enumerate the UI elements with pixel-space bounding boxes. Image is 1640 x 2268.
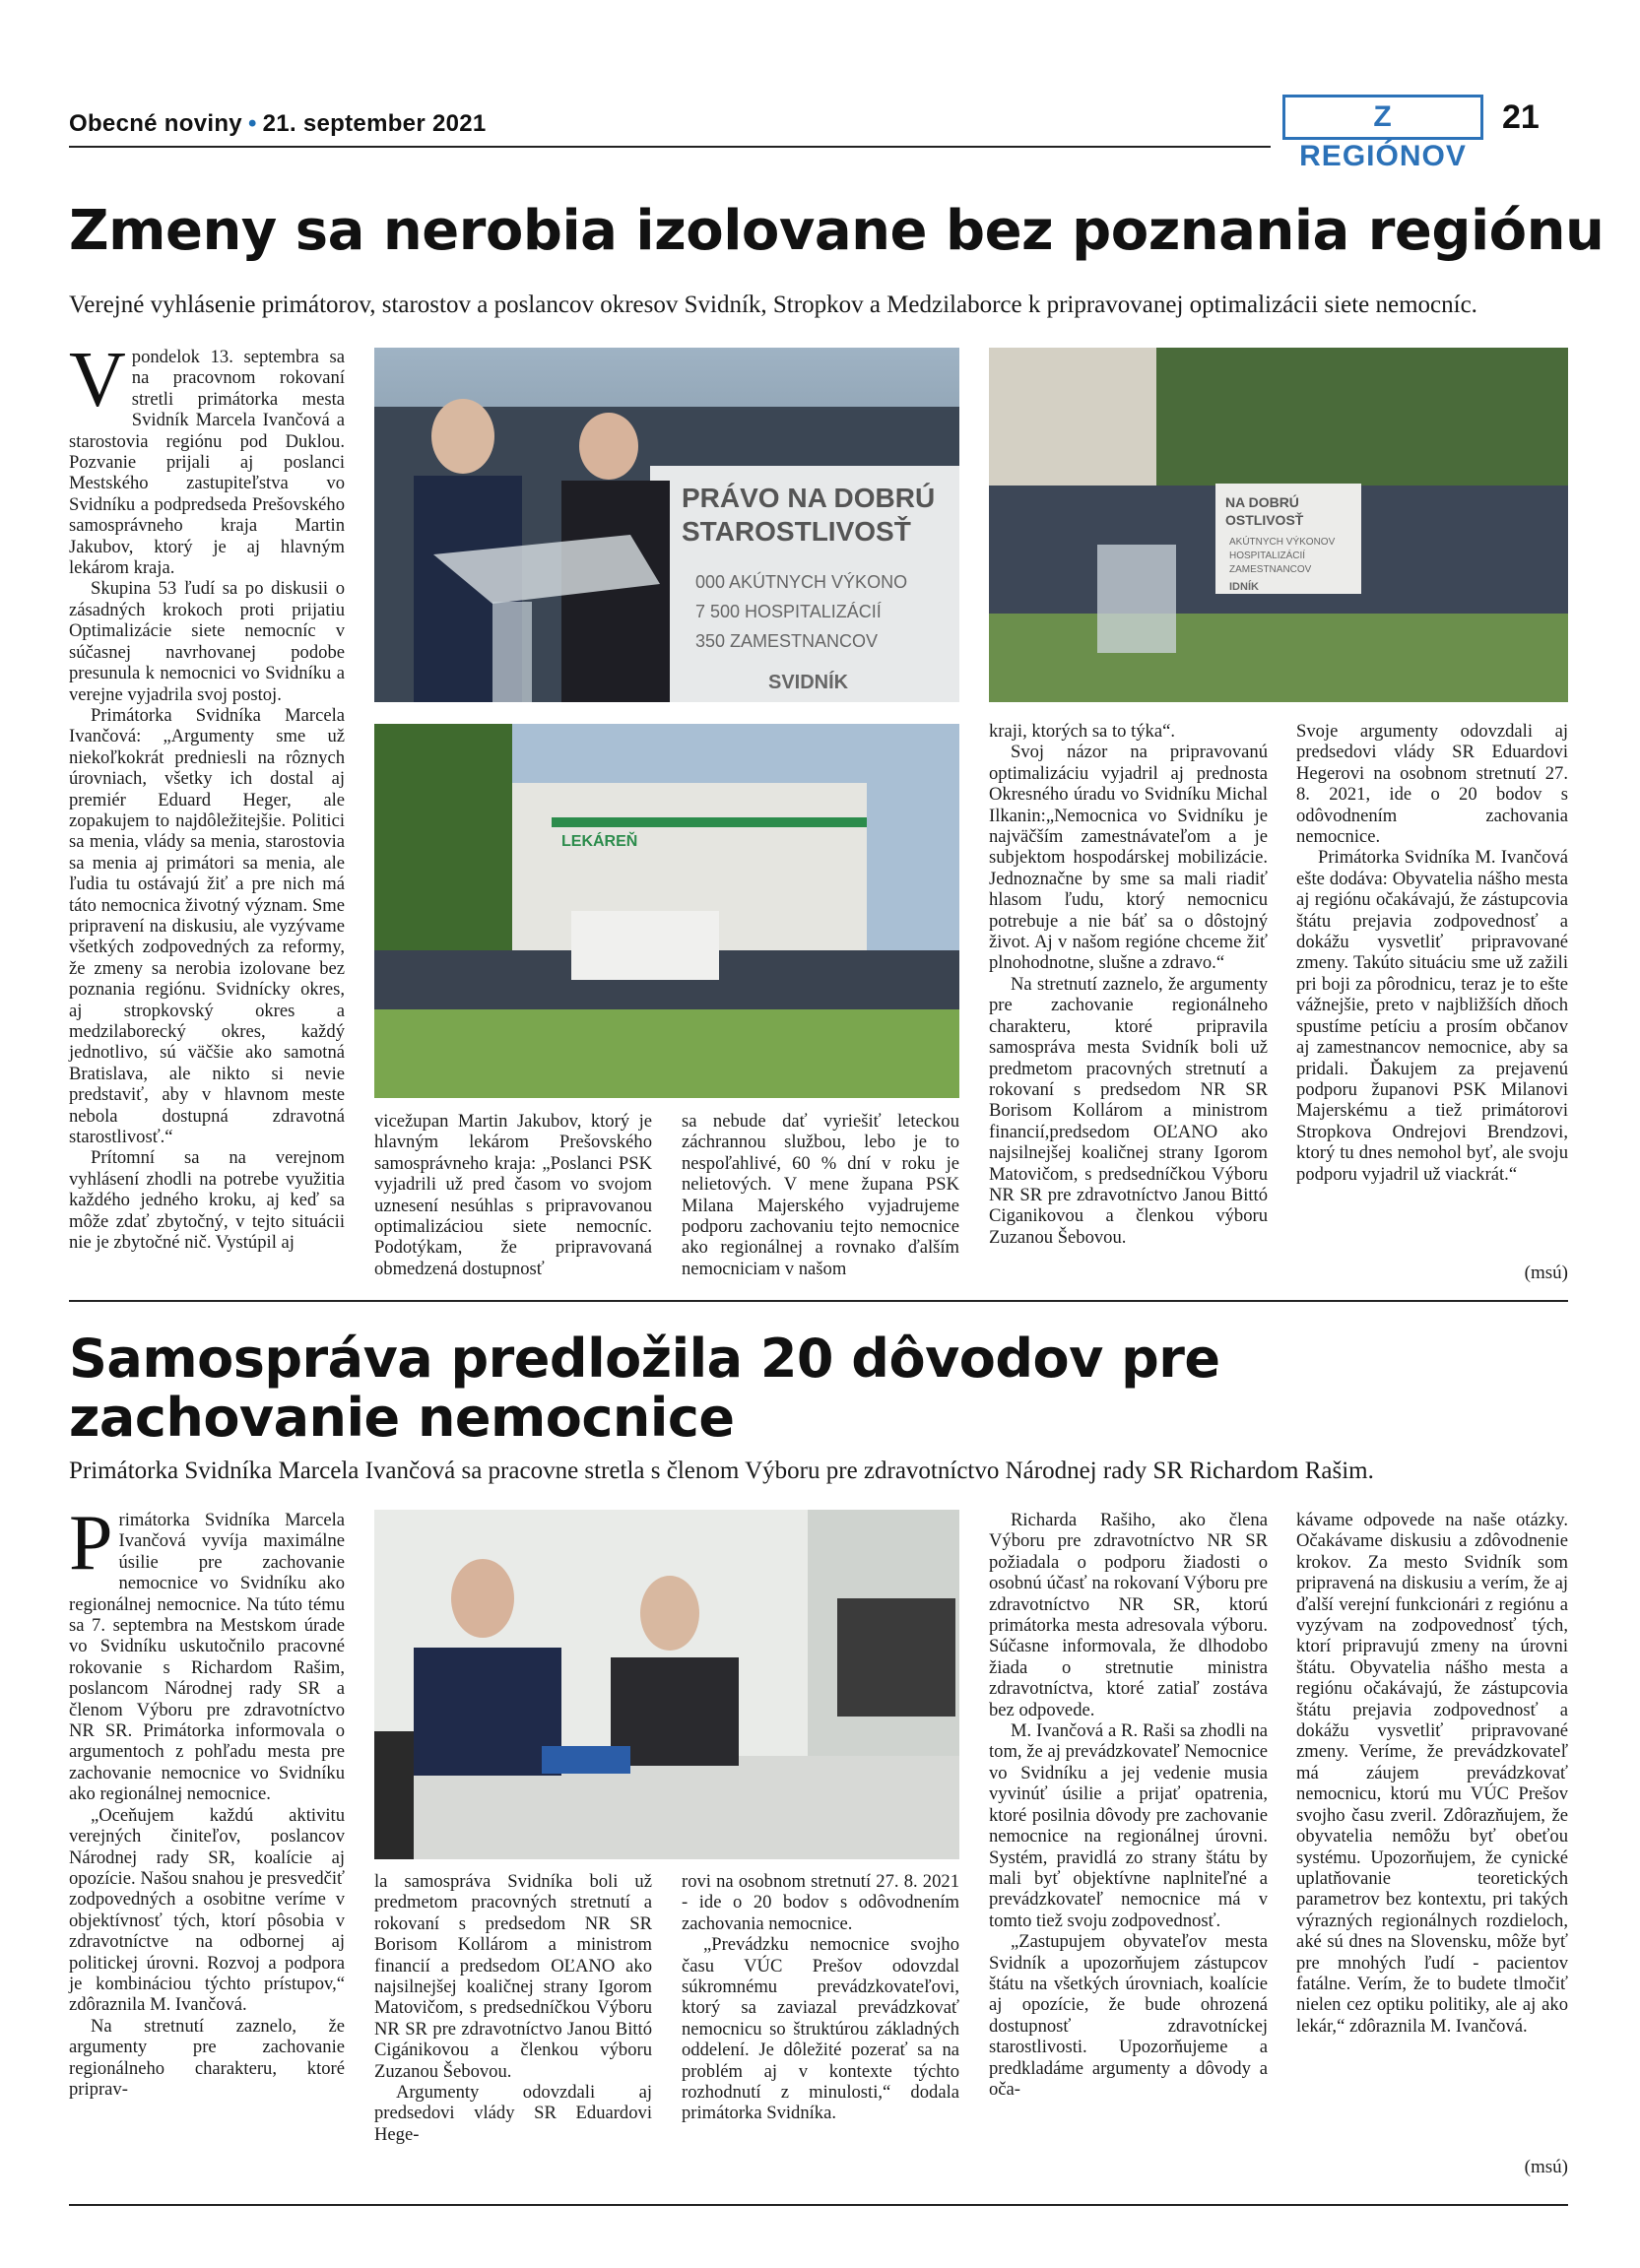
paragraph: „Prevádzku nemocnice svojho času VÚC Prešov odovzdal súkromnému prevádzkovateľovi, ktorý sa zaviazal prevádzkovať nemocnicu so štruktúrou základných oddelení. Je dôležité pozerať sa na problém aj v kontexte týchto rozhodnutí z minulosti,“ dodala primátorka Svidníka.: [682, 1934, 959, 2124]
paragraph: Svoj názor na pripravovanú optimalizáciu vyjadril aj prednosta Okresného úradu vo Svidníku Michal Ilkanin:„Nemocnica vo Svidníku je najväčším zamestnávateľom a je subjektom hospodárskej mobilizácie. Jednoznačne by sme sa mali riadiť hlasom ľudu, ktorý nemocnicu potrebuje a nie báť sa o dôstojný život. Aj v našom regióne chceme žiť plnohodnotne, slušne a zdravo.“: [989, 742, 1268, 974]
banner-line: OSTLIVOSŤ: [1225, 512, 1304, 528]
article1-column-1: [69, 337, 345, 1292]
photo-outdoor-speech: [989, 348, 1568, 702]
footer-rule: [69, 2204, 1568, 2206]
paragraph: vicežupan Martin Jakubov, ktorý je hlavným lekárom Prešovského samosprávneho kraja: „Poslanci PSK vyjadrili už pred časom vo svojom uznesení nesúhlas s pripravovanou optimalizáciou siete nemocníc. Podotýkam, že pripravovaná obmedzená dostupnosť: [374, 1111, 652, 1279]
banner-line: ZAMESTNANCOV: [1229, 564, 1312, 575]
paragraph: Svoje argumenty odovzdali aj predsedovi vlády SR Eduardovi Hegerovi na osobnom stretnutí 27. 8. 2021, ide o 20 bodov s odôvodnením zachovania nemocnice.: [1296, 721, 1568, 848]
paragraph: sa nebude dať vyriešiť leteckou záchrannou službou, lebo je to nespoľahlivé, 60 % dní v roku je nelietových. V mene župana PSK Milana Majerského vyjadrujeme podporu zachovaniu tejto nemocnice ako regionálnej a rovnako ďalším nemocniciam v našom: [682, 1111, 959, 1279]
paragraph: Argumenty odovzdali aj predsedovi vlády SR Eduardovi Hege-: [374, 2082, 652, 2145]
paragraph: M. Ivančová a R. Raši sa zhodli na tom, že aj prevádzkovateľ Nemocnice vo Svidníku a jej vedenie musia vyvinúť úsilie a prijať opatrenia, ktoré posilnia dôvody pre zachovanie nemocnice na regionálnej úrovni. Systém, pravidlá zo strany štátu by mali byť objektívne naplniteľné a prevádzkovateľ nemocnice má v tomto tiež svoju zodpovednosť.: [989, 1720, 1268, 1931]
banner-line: NA DOBRÚ: [1225, 494, 1299, 510]
photo-press-podium: [374, 348, 959, 702]
paragraph: „Zastupujem obyvateľov mesta Svidník a upozorňujem zástupcov štátu na všetkých úrovniach, koalície aj opozície, že bude ohrozená dostupnosť zdravotníckej starostlivosti. Upozorňujeme a predkladáme argumenty a dôvody a oča-: [989, 1931, 1268, 2100]
paragraph: Na stretnutí zaznelo, že argumenty pre zachovanie regionálneho charakteru, ktoré pripravila samospráva mesta Svidník boli už predmetom pracovných stretnutí a rokovaní s predsedom NR SR Borisom Kollárom a ministrom financií,predsedom OĽANO ako najsilnejšej koaličnej strany Igorom Matovičom, s predsedníčkou Výboru NR SR pre zdravotníctvo Janou Bittó Ciganikovou a členkou výboru Zuzanou Šebovou.: [989, 973, 1268, 1248]
article1-column-4: [989, 721, 1268, 1292]
paragraph: Prítomní sa na verejnom vyhlásení zhodli na potrebe využitia každého jedného kroku, aj keď sa môže zdať zbytočný, v tejto situácii nie je zbytočné nič. Vystúpil aj: [69, 1147, 345, 1254]
banner-line: 000 AKÚTNYCH VÝKONO: [695, 572, 908, 592]
page-header: [69, 110, 487, 138]
article2-signature: (msú): [1524, 2157, 1568, 2177]
article1-column-3: [682, 1111, 959, 1293]
banner-line: SVIDNÍK: [768, 672, 849, 693]
banner-line: 350 ZAMESTNANCOV: [695, 631, 879, 651]
article2-column-4: [989, 1510, 1268, 2199]
article1-column-2: [374, 1111, 652, 1293]
paragraph: la samospráva Svidníka boli už predmetom pracovných stretnutí a rokovaní s predsedom NR SR Borisom Kollárom a ministrom financií a predsedom OĽANO ako najsilnejšej koaličnej strany Igorom Matovičom, s predsedníčkou Výboru NR SR pre zdravotníctvo Janou Bittó Cigánikovou a členkou výboru Zuzanou Šebovou.: [374, 1871, 652, 2082]
banner-line: IDNÍK: [1229, 581, 1259, 593]
paragraph: Skupina 53 ľudí sa po diskusii o zásadných krokoch proti prijatiu Optimalizácie siete nemocníc v súčasnej navrhovanej podobe presunula k nemocnici vo Svidníku a verejne vyjadrila svoj postoj.: [69, 578, 345, 705]
pharmacy-sign: LEKÁREŇ: [561, 833, 638, 850]
paragraph: pondelok 13. septembra sa na pracovnom rokovaní stretli primátorka mesta Svidník Marcela Ivančová a starostovia regiónu pod Duklou. Pozvanie prijali aj poslanci Mestského zastupiteľstva vo Svidníku a podpredseda Prešovského samosprávneho kraja Martin Jakubov, ktorý je aj hlavným lekárom kraja.: [69, 347, 345, 579]
banner-line: AKÚTNYCH VÝKONOV: [1229, 537, 1336, 548]
paragraph: Richarda Rašiho, ako člena Výboru pre zdravotníctvo NR SR požiadala o podporu žiadosti o osobnú účasť na rokovaní Výboru pre zdravotníctvo NR SR, ktorú primátorka mesta adresovala výboru. Súčasne informovala, že dlhodobo žiada o stretnutie ministra zdravotníctva, ktoré zatiaľ zostáva bez odpovede.: [989, 1510, 1268, 1720]
article1-title: Zmeny sa nerobia izolovane bez poznania regiónu: [69, 199, 1605, 263]
page-number: 21: [1502, 98, 1540, 136]
paper-name: Obecné noviny: [69, 110, 242, 137]
article2-column-3: [682, 1871, 959, 2196]
photo-press-conference: [374, 1510, 959, 1859]
article1-column-5: [1296, 721, 1568, 1258]
article2-column-2: [374, 1871, 652, 2196]
article2-subtitle: Primátorka Svidníka Marcela Ivančová sa pracovne stretla s členom Výboru pre zdravotníctvo Národnej rady SR Richardom Rašim.: [69, 1458, 1374, 1484]
banner-line: PRÁVO NA DOBRÚ: [682, 483, 936, 513]
paragraph: Primátorka Svidníka Marcela Ivančová: „Argumenty sme už niekoľkokrát predniesli na rôznych úrovniach, všetky ich dostal aj premiér Eduard Heger, ale zopakujem to najdôležitejšie. Politici sa menia, vlády sa menia, starostovia sa menia aj primátori sa menia, ale ľudia tu ostávajú žiť a pre nich má táto nemocnica životný význam. Sme pripravení na diskusiu, ale vyzývame všetkých zodpovedných za reformy, že zmeny sa nerobia izolovane bez poznania regiónu. Svidnícky okres, aj stropkovský okres a medzilaborecký okres, každý jednotlivo, sú väčšie ako samotná Bratislava, ale nikto si nevie predstaviť, aby v hlavnom meste nebola dostupná zdravotná starostlivosť.“: [69, 704, 345, 1148]
article-divider: [69, 1300, 1568, 1302]
paragraph: kávame odpovede na naše otázky. Očakávame diskusiu a zdôvodnenie krokov. Za mesto Svidník som pripravená na diskusiu a verím, že aj ďalší verejní funkcionári z regiónu a vyzývam na zodpovednosť tých, ktorí pripravujú zmeny na úrovni štátu. Obyvatelia nášho mesta a regiónu očakávajú, že zástupcovia štátu prejavia zodpovednosť a dokážu vysvetliť pripravované zmeny. Veríme, že prevádzkovateľ má záujem prevádzkovať nemocnicu, ktorú mu VÚC Prešov svojho času zveril. Zdôrazňujem, že obyvatelia nemôžu byť obeťou systému. Upozorňujem, že cynické uplatňovanie teoretických parametrov bez kontextu, pri takých výrazných regionálnych rozdieloch, aké sú dnes na Slovensku, môže byť pre mnohých ľudí - pacientov fatálne. Verím, že to budete tlmočiť nielen cez optiku politiky, ale aj ako lekár,“ zdôraznila M. Ivančová.: [1296, 1510, 1568, 2037]
issue-date: 21. september 2021: [262, 110, 487, 137]
section-badge: Z REGIÓNOV: [1282, 95, 1483, 140]
header-bullet: •: [247, 110, 257, 137]
article1-subtitle: Verejné vyhlásenie primátorov, starostov a poslancov okresov Svidník, Stropkov a Medzilaborce k pripravovanej optimalizácii siete nemocníc.: [69, 292, 1477, 318]
header-rule: [69, 146, 1271, 148]
banner-line: STAROSTLIVOSŤ: [682, 516, 911, 547]
paragraph: Primátorka Svidníka M. Ivančová ešte dodáva: Obyvatelia nášho mesta aj regiónu očakávajú, že zástupcovia štátu prejavia zodpovednosť a dokážu vysvetliť pripravované zmeny. Takúto situáciu sme už zažili pri boji za pôrodnicu, teraz je to ešte vážnejšie, preto v najbližších dňoch spustíme petíciu a prosím občanov aj zamestnancov nemocnice, aby sa pridali. Ďakujem za prejavenú podporu županovi PSK Milanovi Majerskému a tiež primátorovi Stropkova Ondrejovi Brendzovi, ktorý tu dnes nemohol byť, ale svoju podporu vyjadril už viackrát.“: [1296, 847, 1568, 1185]
paragraph: rimátorka Svidníka Marcela Ivančová vyvíja maximálne úsilie pre zachovanie nemocnice vo Svidníku ako regionálnej nemocnice. Na túto tému sa 7. septembra na Mestskom úrade vo Svidníku uskutočnilo pracovné rokovanie s Richardom Rašim, poslancom Národnej rady SR a členom Výboru pre zdravotníctvo NR SR. Primátorka informovala o argumentoch z pohľadu mesta pre zachovanie nemocnice vo Svidníku ako regionálnej nemocnice.: [69, 1510, 345, 1805]
article2-column-5: [1296, 1510, 1568, 2150]
article1-dropcap: V: [69, 337, 126, 423]
photo-group-in-front-of-hospital: [374, 724, 959, 1098]
paragraph: Na stretnutí zaznelo, že argumenty pre zachovanie regionálneho charakteru, ktoré priprav-: [69, 2015, 345, 2100]
banner-line: HOSPITALIZÁCIÍ: [1229, 551, 1306, 561]
paragraph: rovi na osobnom stretnutí 27. 8. 2021 - ide o 20 bodov s odôvodnením zachovania nemocnice.: [682, 1871, 959, 1934]
paragraph: „Oceňujem každú aktivitu verejných činiteľov, poslancov Národnej rady SR, koalície aj opozície. Našou snahou je presvedčiť zodpovedných a osobitne veríme v objektívnosť tých, ktorí pôsobia v zdravotníctve na odbornej aj politickej úrovni. Rozvoj a podpora je kombináciou týchto prístupov,“ zdôraznila M. Ivančová.: [69, 1804, 345, 2016]
paragraph: kraji, ktorých sa to týka“.: [989, 721, 1175, 742]
banner-line: 7 500 HOSPITALIZÁCIÍ: [695, 602, 882, 621]
article1-signature: (msú): [1524, 1263, 1568, 1283]
article2-title: Samospráva predložila 20 dôvodov pre zachovanie nemocnice: [69, 1328, 1220, 1449]
article2-column-1: [69, 1500, 345, 2199]
article2-dropcap: P: [69, 1500, 113, 1587]
